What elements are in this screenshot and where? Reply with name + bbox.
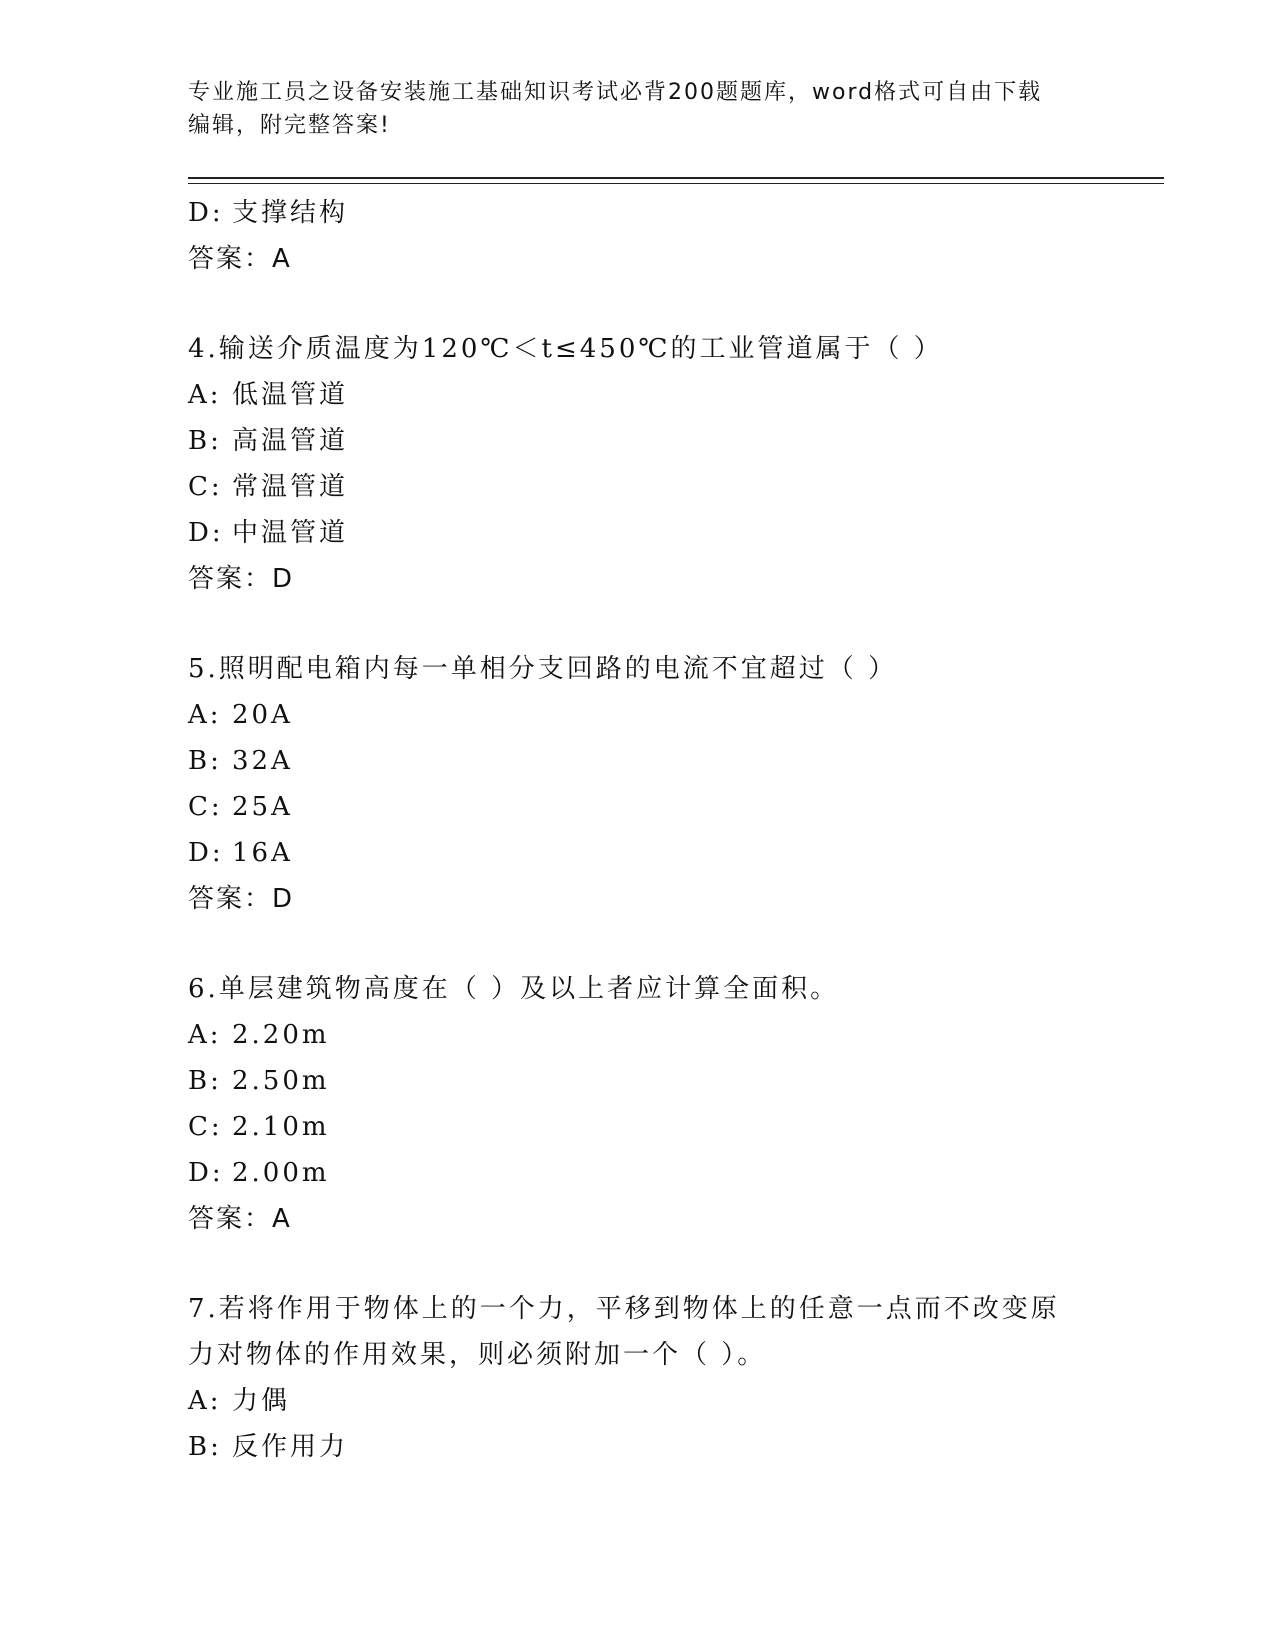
option-key: C: <box>188 1112 223 1142</box>
option-text: 2.00m <box>232 1158 330 1188</box>
option-text: 支撑结构 <box>232 198 349 228</box>
option-d <box>188 510 1088 556</box>
question-stem-line-1: 7.若将作用于物体上的一个力，平移到物体上的任意一点而不改变原 <box>188 1294 1060 1324</box>
option-a <box>188 1012 1088 1058</box>
option-text: 2.20m <box>232 1020 330 1050</box>
option-key: D: <box>188 838 224 868</box>
option-text: 反作用力 <box>232 1432 349 1462</box>
option-text: 2.50m <box>232 1066 330 1096</box>
question-stem-line-2: 力对物体的作用效果，则必须附加一个（ ）。 <box>188 1340 767 1370</box>
option-text: 25A <box>232 792 293 822</box>
option-d <box>188 1150 1088 1196</box>
option-d <box>188 830 1088 876</box>
option-key: A: <box>188 380 222 410</box>
option-key: C: <box>188 792 223 822</box>
option-text: 力偶 <box>232 1386 291 1416</box>
answer-line: 答案：D <box>188 564 295 594</box>
question-stem: 4.输送介质温度为120℃＜t≤450℃的工业管道属于（ ） <box>188 334 943 364</box>
header-divider-thin <box>188 183 1164 184</box>
question-stem: 6.单层建筑物高度在（ ）及以上者应计算全面积。 <box>188 974 840 1004</box>
option-key: D: <box>188 1158 224 1188</box>
option-d <box>188 190 1088 236</box>
option-text: 20A <box>232 700 293 730</box>
option-text: 中温管道 <box>232 518 349 548</box>
option-key: A: <box>188 1386 222 1416</box>
option-c <box>188 784 1088 830</box>
option-text: 32A <box>232 746 293 776</box>
option-key: A: <box>188 1020 222 1050</box>
question-stem: 5.照明配电箱内每一单相分支回路的电流不宜超过（ ） <box>188 654 898 684</box>
option-text: 高温管道 <box>232 426 349 456</box>
option-c <box>188 464 1088 510</box>
option-text: 2.10m <box>232 1112 330 1142</box>
header-title-line-1: 专业施工员之设备安装施工基础知识考试必背200题题库，word格式可自由下载 <box>188 80 1043 105</box>
document-header <box>188 76 1068 142</box>
answer-line: 答案：A <box>188 1204 292 1234</box>
question-list <box>188 190 1088 1470</box>
option-text: 低温管道 <box>232 380 349 410</box>
option-b <box>188 418 1088 464</box>
answer-line: 答案：A <box>188 244 292 274</box>
option-key: C: <box>188 472 223 502</box>
option-key: D: <box>188 518 224 548</box>
option-b <box>188 1424 1088 1470</box>
option-a <box>188 1378 1088 1424</box>
option-key: B: <box>188 746 222 776</box>
spacer <box>188 922 1088 966</box>
option-key: A: <box>188 700 222 730</box>
option-key: B: <box>188 426 222 456</box>
option-a <box>188 372 1088 418</box>
option-b <box>188 738 1088 784</box>
spacer <box>188 282 1088 326</box>
option-key: B: <box>188 1432 222 1462</box>
option-b <box>188 1058 1088 1104</box>
option-text: 16A <box>232 838 293 868</box>
option-key: D: <box>188 198 224 228</box>
spacer <box>188 1242 1088 1286</box>
question-stem <box>188 1286 1088 1378</box>
answer-line: 答案：D <box>188 884 295 914</box>
option-c <box>188 1104 1088 1150</box>
option-key: B: <box>188 1066 222 1096</box>
header-divider-thick <box>188 177 1164 179</box>
option-a <box>188 692 1088 738</box>
header-title-line-2: 编辑，附完整答案! <box>188 113 391 138</box>
spacer <box>188 602 1088 646</box>
option-text: 常温管道 <box>232 472 349 502</box>
